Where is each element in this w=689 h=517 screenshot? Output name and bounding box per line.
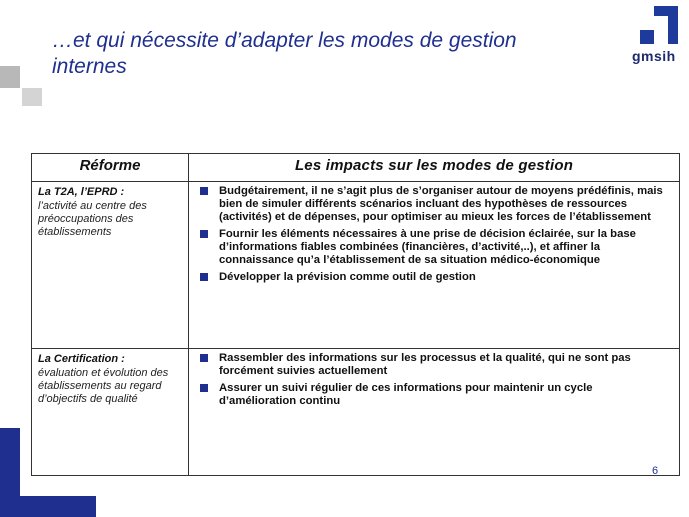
decorative-square — [22, 88, 42, 106]
reform-description: évaluation et évolution des établissements au regard d’objectifs de qualité — [38, 367, 169, 405]
list-item — [197, 228, 671, 267]
reform-title: La T2A, l’EPRD : — [38, 186, 125, 198]
reform-title: La Certification : — [38, 353, 125, 365]
list-item — [197, 352, 671, 378]
table-row — [32, 182, 680, 349]
impact-text: Fournir les éléments nécessaires à une prise de décision éclairée, sur la base d’informations fiables combinées (financières, d’activité,..), et affiner la connaissance qu’a l’établissement de sa situation médico-économique — [219, 228, 636, 266]
table-header-row — [32, 154, 680, 182]
impact-text: Développer la prévision comme outil de gestion — [219, 271, 476, 283]
logo-text: gmsih — [632, 48, 676, 64]
page-number: 6 — [652, 465, 659, 477]
list-item — [197, 271, 671, 284]
impacts-cell — [189, 349, 680, 476]
square-bullet-icon — [200, 273, 208, 281]
header-impacts: Les impacts sur les modes de gestion — [189, 154, 680, 182]
decorative-corner-bar — [0, 496, 96, 517]
square-bullet-icon — [200, 230, 208, 238]
square-bullet-icon — [200, 384, 208, 392]
impacts-cell — [189, 182, 680, 349]
reform-cell — [32, 182, 189, 349]
header-reforme: Réforme — [32, 154, 189, 182]
table-row — [32, 349, 680, 476]
square-bullet-icon — [200, 354, 208, 362]
list-item — [197, 185, 671, 224]
impact-text: Budgétairement, il ne s’agit plus de s’organiser autour de moyens prédéfinis, mais bien de simuler différents scénarios incluant des hypothèses de ressources (activités) et de dépenses, pour optimiser au mieux les forces de l’établissement — [219, 185, 663, 223]
impact-text: Rassembler des informations sur les processus et la qualité, qui ne sont pas forcément suivies actuellement — [219, 352, 631, 377]
impacts-table — [31, 153, 680, 476]
impact-text: Assurer un suivi régulier de ces informations pour maintenir un cycle d’amélioration continu — [219, 382, 593, 407]
reform-description: l’activité au centre des préoccupations des établissements — [38, 200, 147, 238]
slide-title: …et qui nécessite d’adapter les modes de gestion internes — [52, 29, 517, 78]
logo-mark-icon — [640, 6, 678, 44]
list-item — [197, 382, 671, 408]
reform-cell — [32, 349, 189, 476]
gmsih-logo — [628, 6, 684, 68]
square-bullet-icon — [200, 187, 208, 195]
decorative-square — [0, 66, 20, 88]
